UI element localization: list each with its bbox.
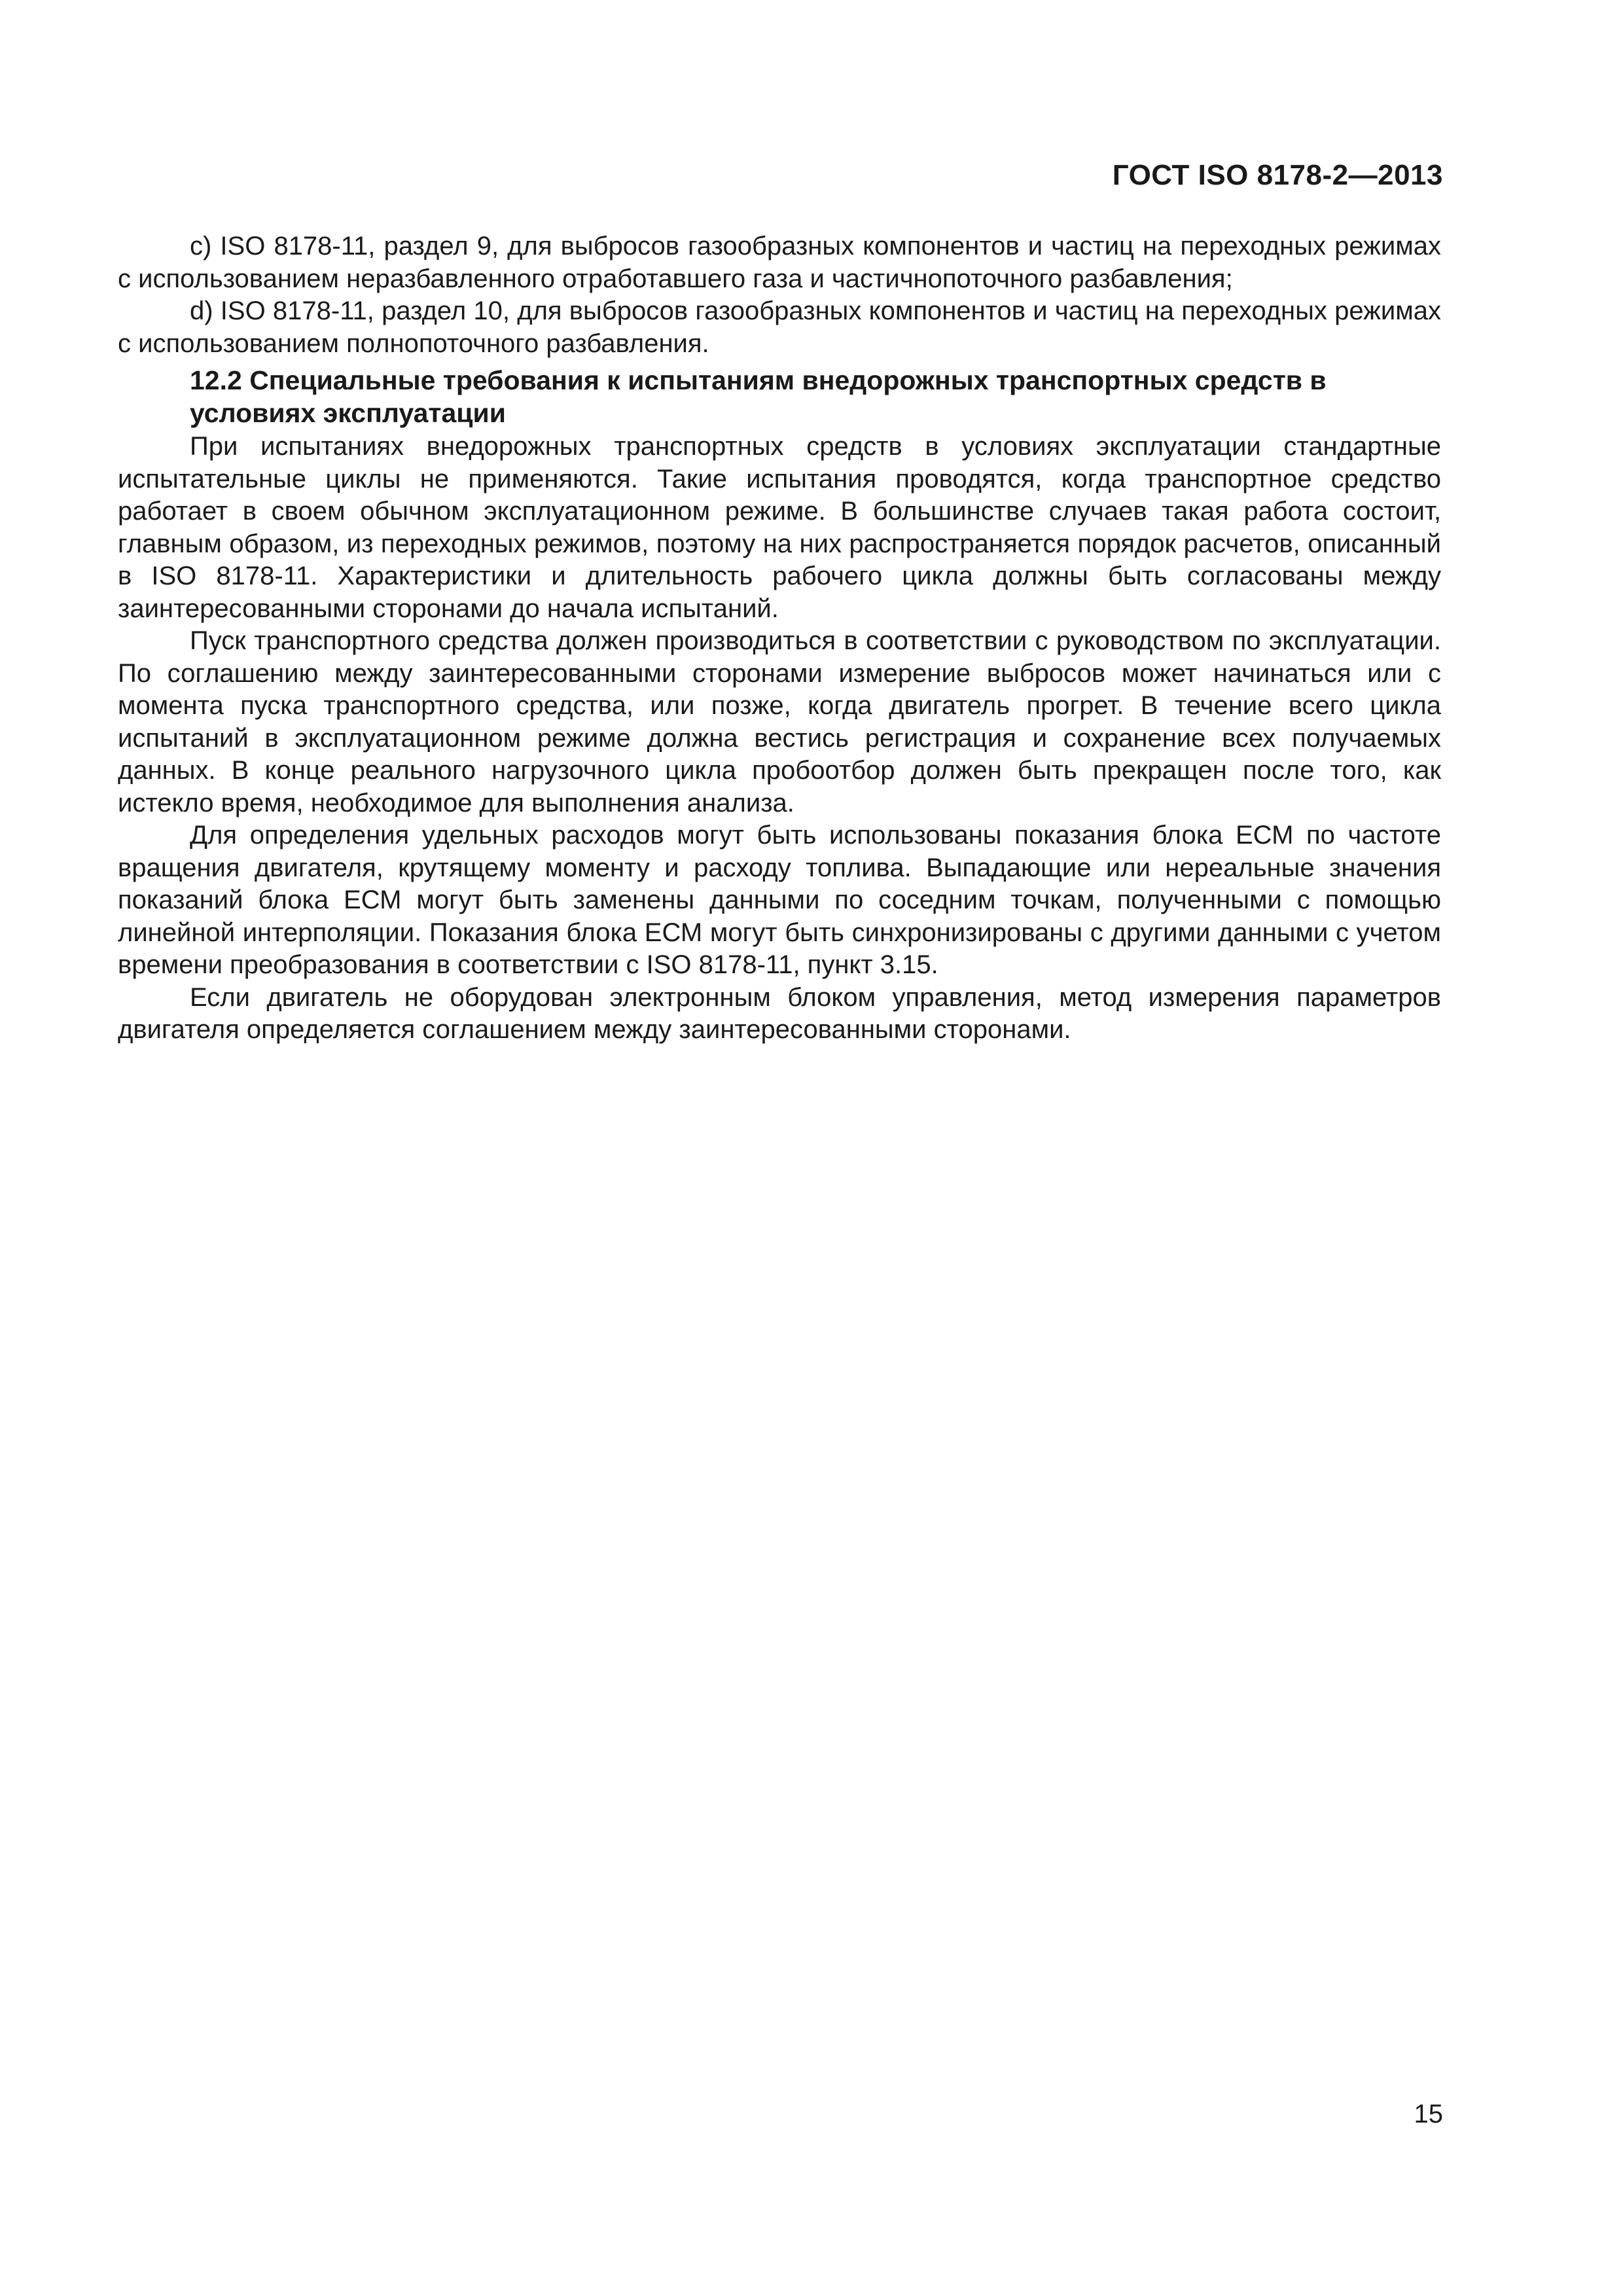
body-paragraph-1: При испытаниях внедорожных транспортных средств в условиях эксплуатации стандартные испытательные циклы не применяются. Такие испытания проводятся, когда транспортное средство работает в своем обычном эксплуатационном режиме. В большинстве случаев такая работа состоит, главным образом, из переходных режимов, поэтому на них распространяется порядок расчетов, описанный в ISO 8178-11. Характеристики и длительность рабочего цикла должны быть согласованы между заинтересованными сторонами до начала испытаний. — [118, 432, 1441, 623]
list-item-d: d) ISO 8178-11, раздел 10, для выбросов газообразных компонентов и частиц на переходных режимах с использованием полнопоточного разбавления. — [118, 296, 1441, 358]
list-item-c: c) ISO 8178-11, раздел 9, для выбросов газообразных компонентов и частиц на переходных режимах с использованием неразбавленного отработавшего газа и частичнопоточного разбавления; — [118, 232, 1441, 293]
body-paragraph-3: Для определения удельных расходов могут быть использованы показания блока ЕСМ по частоте вращения двигателя, крутящему моменту и расходу топлива. Выпадающие или нереальные значения показаний блока ЕСМ могут быть заменены данными по соседним точкам, полученными с помощью линейной интерполяции. Показания блока ЕСМ могут быть синхронизированы с другими данными с учетом времени преобразования в соответствии с ISO 8178-11, пункт 3.15. — [118, 821, 1441, 979]
page-number: 15 — [1414, 2100, 1443, 2128]
body-paragraph-4: Если двигатель не оборудован электронным блоком управления, метод измерения параметров двигателя определяется соглашением между заинтересованными сторонами. — [118, 982, 1441, 1044]
document-code-header: ГОСТ ISO 8178-2—2013 — [1112, 159, 1443, 191]
body-paragraph-2: Пуск транспортного средства должен производиться в соответствии с руководством по эксплуатации. По соглашению между заинтересованными сторонами измерение выбросов может начинаться или с момента пуска транспортного средства, или позже, когда двигатель прогрет. В течение всего цикла испытаний в эксплуатационном режиме должна вестись регистрация и сохранение всех получаемых данных. В конце реального нагрузочного цикла пробоотбор должен быть прекращен после того, как истекло время, необходимое для выполнения анализа. — [118, 626, 1441, 817]
section-heading: 12.2 Специальные требования к испытаниям внедорожных транспортных средств в условиях эксплуатации — [190, 365, 1327, 428]
page-content — [118, 230, 1441, 1047]
